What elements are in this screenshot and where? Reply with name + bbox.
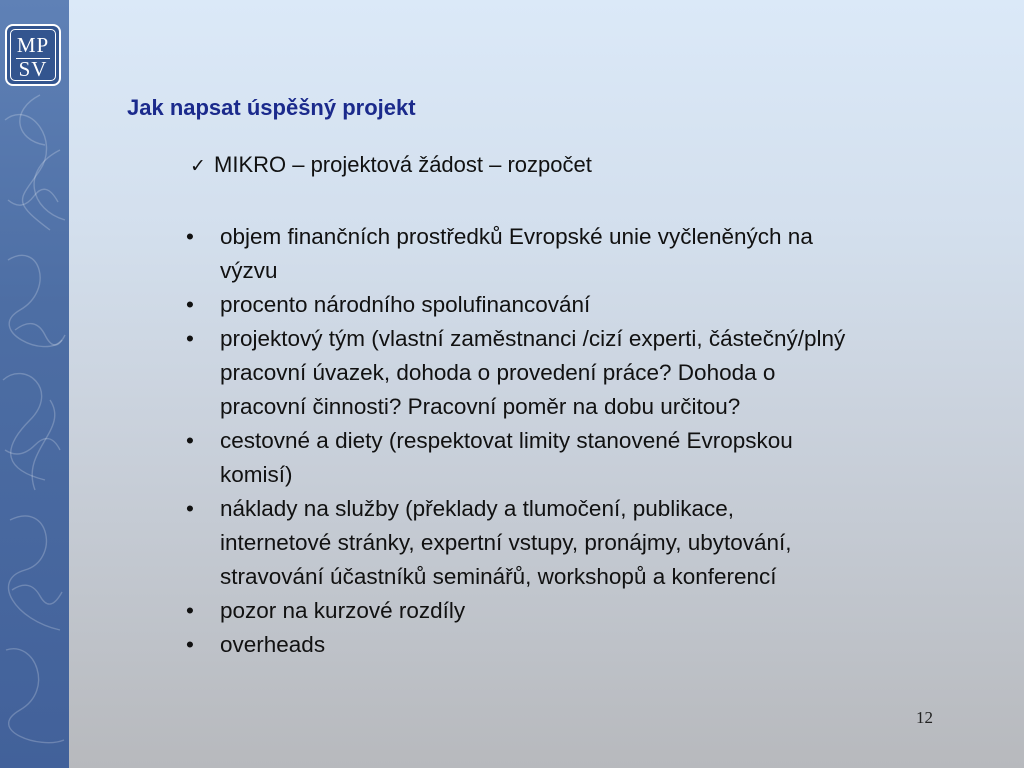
bullet-text-line: cestovné a diety (respektovat limity stanovené Evropskou: [220, 428, 793, 453]
bullet-item: [184, 424, 1024, 492]
bullet-text-line: overheads: [220, 632, 326, 657]
bullet-text-line: stravování účastníků seminářů, workshopů a konferencí: [220, 564, 777, 589]
bullet-text-line: pozor na kurzové rozdíly: [220, 598, 466, 623]
bullet-text-line: procento národního spolufinancování: [220, 292, 591, 317]
bullet-text-line: komisí): [220, 462, 293, 487]
bullet-list: [184, 220, 1024, 662]
bullet-text-line: projektový tým (vlastní zaměstnanci /cizí experti, částečný/plný: [220, 326, 846, 351]
bullet-dot-icon: •: [186, 598, 194, 623]
slide-subtitle: [190, 152, 592, 178]
bullet-item: [184, 492, 1024, 594]
handwriting-pattern: [0, 0, 69, 768]
bullet-item: [184, 220, 1024, 288]
checkmark-icon: ✓: [190, 155, 206, 177]
bullet-dot-icon: •: [186, 428, 194, 453]
bullet-item: [184, 628, 1024, 662]
bullet-item: [184, 322, 1024, 424]
slide-title: Jak napsat úspěšný projekt: [127, 95, 416, 120]
bullet-dot-icon: •: [186, 632, 194, 657]
bullet-item: [184, 288, 1024, 322]
bullet-dot-icon: •: [186, 224, 194, 249]
bullet-text-line: náklady na služby (překlady a tlumočení, publikace,: [220, 496, 735, 521]
bullet-item: [184, 594, 1024, 628]
subtitle-text: MIKRO – projektová žádost – rozpočet: [214, 152, 592, 177]
bullet-text-line: pracovní úvazek, dohoda o provedení práce? Dohoda o: [220, 360, 776, 385]
page-number: 12: [916, 708, 933, 727]
logo-text-bottom: SV: [18, 57, 48, 81]
bullet-text-line: pracovní činnosti? Pracovní poměr na dobu určitou?: [220, 394, 741, 419]
logo-text-top: MP: [16, 33, 50, 57]
bullet-dot-icon: •: [186, 326, 194, 351]
bullet-text-line: internetové stránky, expertní vstupy, pronájmy, ubytování,: [220, 530, 792, 555]
bullet-dot-icon: •: [186, 496, 194, 521]
bullet-text-line: objem finančních prostředků Evropské unie vyčleněných na: [220, 224, 813, 249]
mpsv-logo: [5, 24, 61, 86]
bullet-text-line: výzvu: [220, 258, 278, 283]
side-decorative-band: [0, 0, 69, 768]
bullet-dot-icon: •: [186, 292, 194, 317]
